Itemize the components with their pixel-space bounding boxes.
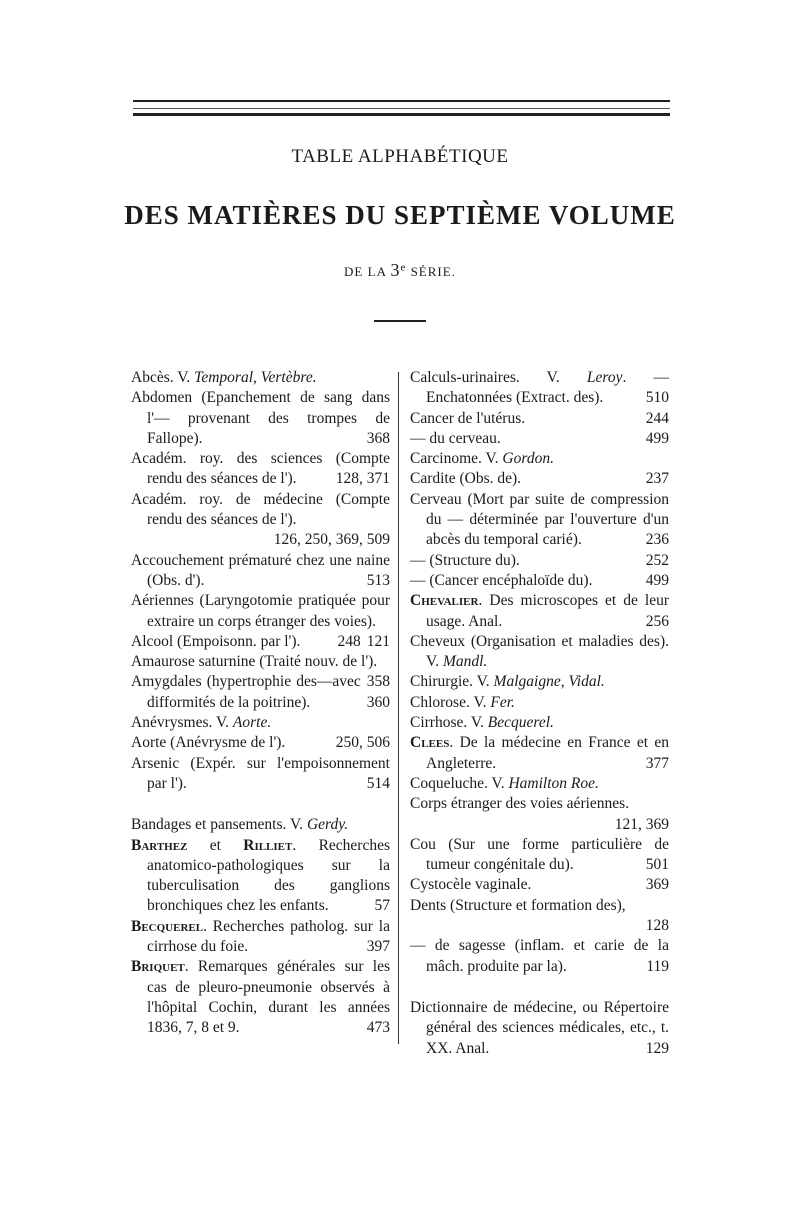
index-entry: Amaurose saturnine (Traité nouv. de l'). 358 xyxy=(131,653,390,691)
index-entry: Cirrhose. V. Becquerel. xyxy=(410,714,554,732)
index-entry: — (Cancer encéphaloïde du). 499 xyxy=(410,571,669,589)
index-entry: Abdomen (Epanchement de sang dans l'— provenant des trompes de Fallope). 368 xyxy=(131,389,390,447)
page-subtitle: DES MATIÈRES DU SEPTIÈME VOLUME xyxy=(124,200,676,230)
index-entry: Barthez et Rilliet. Recherches anatomico-pathologiques sur la tuberculisation des ganglions bronchiques chez les enfants. 57 xyxy=(131,836,390,915)
index-entry: Chevalier. Des microscopes et de leur usage. Anal. 256 xyxy=(410,592,669,630)
index-entry: — (Structure du). 252 xyxy=(410,551,669,569)
index-entry: Aériennes (Laryngotomie pratiquée pour extraire un corps étranger des voies). 121 xyxy=(131,592,390,650)
top-rule-thick xyxy=(133,113,670,116)
index-entry: Amygdales (hypertrophie des—avec difformités de la poitrine). 360 xyxy=(131,673,390,711)
index-entry: Académ. roy. des sciences (Compte rendu des séances de l'). 128, 371 xyxy=(131,450,390,488)
right-column xyxy=(410,368,669,1059)
index-entry: Académ. roy. de médecine (Compte rendu des séances de l'). 126, 250, 369, 509 xyxy=(131,490,390,549)
index-entry: Corps étranger des voies aériennes. 121, 369 xyxy=(410,795,669,833)
title-divider xyxy=(374,320,426,322)
index-entry: Bandages et pansements. V. Gerdy. xyxy=(131,816,349,834)
index-entry: Dents (Structure et formation des), 128 xyxy=(410,896,669,935)
index-entry: Dictionnaire de médecine, ou Répertoire général des sciences médicales, etc., t. XX. Anal. 129 xyxy=(410,998,669,1057)
index-entry: Aorte (Anévrysme de l'). 250, 506 xyxy=(131,734,390,752)
top-rule-thin xyxy=(133,108,670,109)
index-entry: Anévrysmes. V. Aorte. xyxy=(131,714,272,732)
index-entry: Cheveux (Organisation et maladies des). V. Mandl. xyxy=(410,632,669,671)
index-entry: Cou (Sur une forme particulière de tumeur congénitale du). 501 xyxy=(410,835,669,874)
index-entry: Cystocèle vaginale. 369 xyxy=(410,876,669,894)
left-column xyxy=(131,368,390,1039)
page-title: TABLE ALPHABÉTIQUE xyxy=(291,146,509,167)
index-entry: Becquerel. Recherches patholog. sur la cirrhose du foie. 397 xyxy=(131,917,390,956)
index-entry: Briquet. Remarques générales sur les cas de pleuro-pneumonie observés à l'hôpital Cochin, durant les années 1836, 7, 8 et 9. 473 xyxy=(131,958,390,1037)
index-entry: Calculs-urinaires. V. Leroy. — Enchatonnées (Extract. des). 510 xyxy=(410,369,670,407)
index-entry: Coqueluche. V. Hamilton Roe. xyxy=(410,774,599,792)
index-entry: — du cerveau. 499 xyxy=(410,429,669,447)
index-entry: Cardite (Obs. de). 237 xyxy=(410,470,669,488)
column-divider xyxy=(398,372,399,1044)
index-entry: Abcès. V. Temporal, Vertèbre. xyxy=(131,369,317,386)
index-entry: — de sagesse (inflam. et carie de la mâch. produite par la). 119 xyxy=(410,937,669,975)
index-entry: Cerveau (Mort par suite de compression du — déterminée par l'ouverture d'un abcès du temporal carié). 236 xyxy=(410,490,669,549)
index-entry: Arsenic (Expér. sur l'empoisonnement par l'). 514 xyxy=(131,754,390,792)
index-entry: Cancer de l'utérus. 244 xyxy=(410,409,669,427)
series-line: DE LA 3e SÉRIE. xyxy=(344,260,456,280)
index-entry: Clees. De la médecine en France et en Angleterre. 377 xyxy=(410,734,669,772)
index-entry: Carcinome. V. Gordon. xyxy=(410,450,554,468)
top-rule xyxy=(133,100,670,102)
index-entry: Accouchement prématuré chez une naine (Obs. d'). 513 xyxy=(131,551,390,589)
index-entry: Alcool (Empoisonn. par l'). 248 xyxy=(131,632,361,650)
index-entry: Chirurgie. V. Malgaigne, Vidal. xyxy=(410,673,605,691)
index-entry: Chlorose. V. Fer. xyxy=(410,693,515,711)
